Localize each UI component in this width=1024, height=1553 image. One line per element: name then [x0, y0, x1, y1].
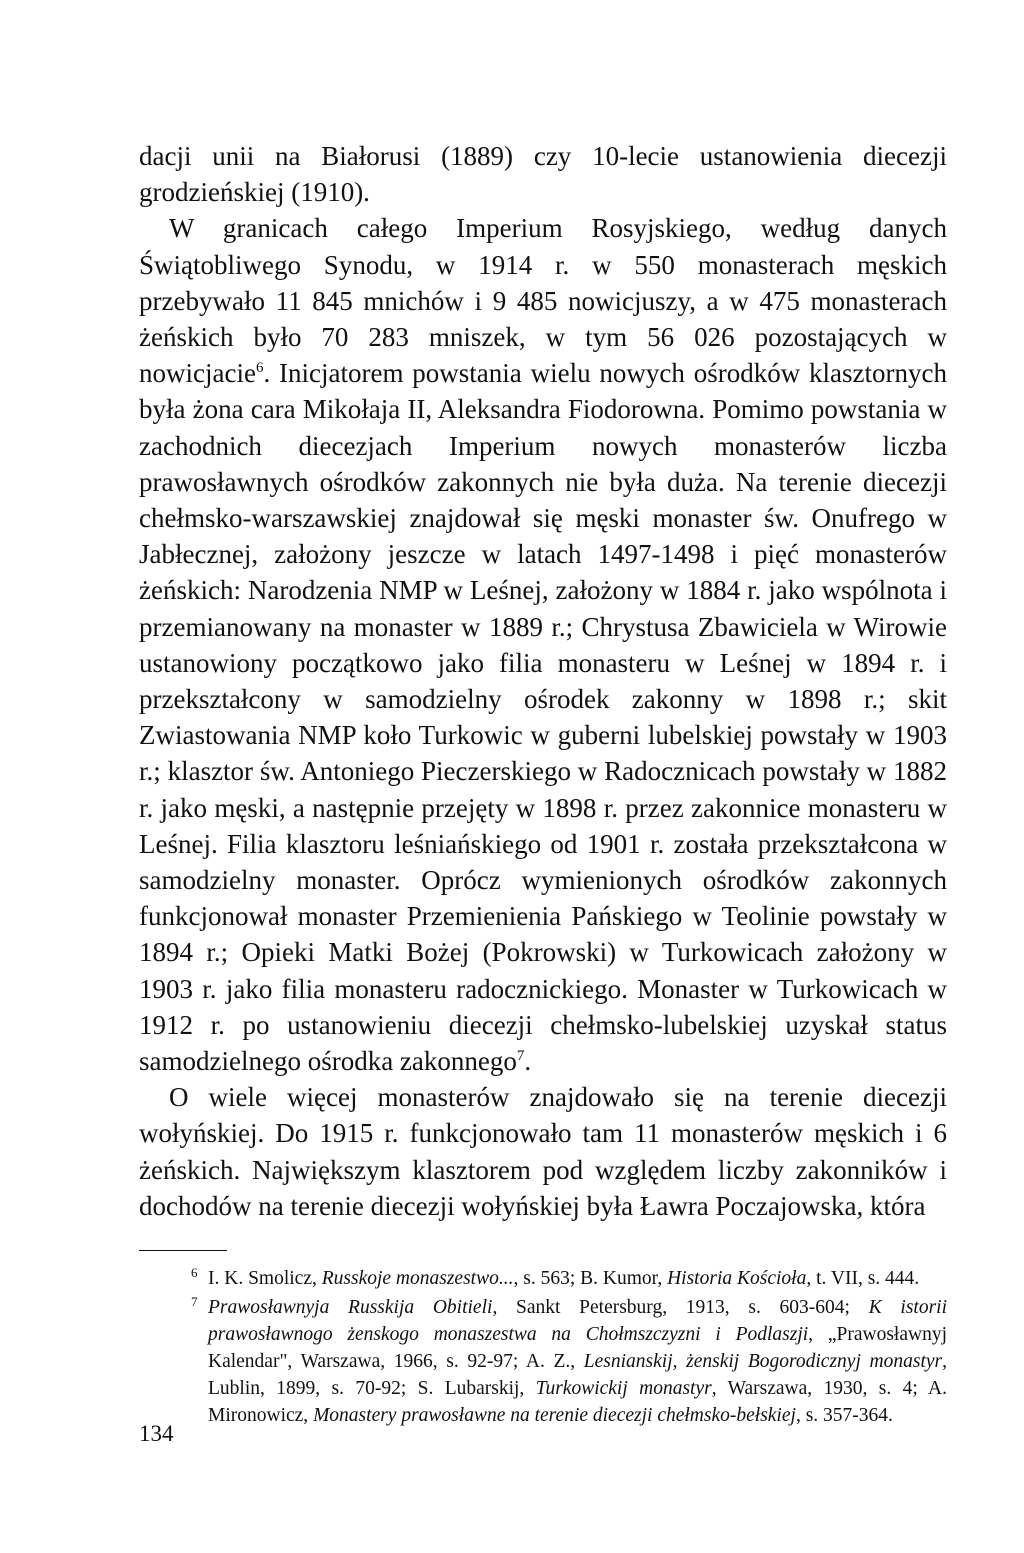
page-number: 134	[139, 1421, 174, 1446]
main-text	[139, 138, 947, 1224]
paragraph: W granicach całego Imperium Rosyjskiego, według danych Świątobliwego Synodu, w 1914 r. w 550 monasterach męskich przebywało 11 845 mnichów i 9 485 nowicjuszy, a w 475 monasterach żeńskich było 70 283 mniszek, w tym 56 026 pozostających w nowicjacie$^6$. Inicjatorem powstania wielu nowych ośrodków klasztornych była żona cara Mikołaja II, Aleksandra Fiodorowna. Pomimo powstania w zachodnich diecezjach Imperium nowych monasterów liczba prawosławnych ośrodków zakonnych nie była duża. Na terenie diecezji chełmsko-warszawskiej znajdował się męski monaster św. Onufrego w Jabłecznej, założony jeszcze w latach 1497-1498 i pięć monasterów żeńskich: Narodzenia NMP w Leśnej, założony w 1884 r. jako wspólnota i przemianowany na monaster w 1889 r.; Chrystusa Zbawiciela w Wirowie ustanowiony początkowo jako filia monasteru w Leśnej w 1894 r. i przekształcony w samodzielny ośrodek zakonny w 1898 r.; skit Zwiastowania NMP koło Turkowic w guberni lubelskiej powstały w 1903 r.; klasztor św. Antoniego Pieczerskiego w Radocznicach powstały w 1882 r. jako męski, a następnie przejęty w 1898 r. przez zakonnice monasteru w Leśnej. Filia klasztoru leśniańskiego od 1901 r. została przekształcona w samodzielny monaster. Oprócz wymienionych ośrodków zakonnych funkcjonował monaster Przemienienia Pańskiego w Teolinie powstały w 1894 r.; Opieki Matki Bożej (Pokrowski) w Turkowicach założony w 1903 r. jako filia monasteru radocznickiego. Monaster w Turkowicach w 1912 r. po ustanowieniu diecezji chełmsko-lubelskiej uzyskał status samodzielnego ośrodka zakonnego$^7$.	[139, 213, 947, 1077]
footnote: 6 I. K. Smolicz, Russkoje monaszestwo..., s. 563; B. Kumor, Historia Kościoła, t. VII, s. 444.	[139, 1265, 947, 1292]
page-body	[139, 138, 947, 1431]
footnote-mark: 7	[191, 1294, 198, 1310]
footnote-separator	[139, 1250, 227, 1251]
footnote-ref[interactable]: 7	[516, 1048, 525, 1065]
footnote-mark: 6	[191, 1265, 198, 1281]
paragraph: dacji unii na Białorusi (1889) czy 10-lecie ustanowienia diecezji grodzieńskiej (1910).	[139, 141, 947, 208]
footnote-ref[interactable]: 6	[255, 360, 264, 377]
paragraph: O wiele więcej monasterów znajdowało się na terenie diecezji wołyńskiej. Do 1915 r. funkcjonowało tam 11 monasterów męskich i 6 żeńskich. Największym klasztorem pod względem liczby zakonników i dochodów na terenie diecezji wołyńskiej była Ławra Poczajowska, która	[139, 1082, 947, 1221]
footnote: 7 Prawosławnyja Russkija Obitieli, Sankt Petersburg, 1913, s. 603-604; K istorii prawosławnogo żenskogo monaszestwa na Chołmszczyzni i Podlaszji, „Prawosławnyj Kalendar", Warszawa, 1966, s. 92-97; A. Z., Lesnianskij, żenskij Bogorodicznyj monastyr, Lublin, 1899, s. 70-92; S. Lubarskij, Turkowickij monastyr, Warszawa, 1930, s. 4; A. Mironowicz, Monastery prawosławne na terenie diecezji chełmsko-bełskiej, s. 357-364.	[139, 1294, 947, 1429]
